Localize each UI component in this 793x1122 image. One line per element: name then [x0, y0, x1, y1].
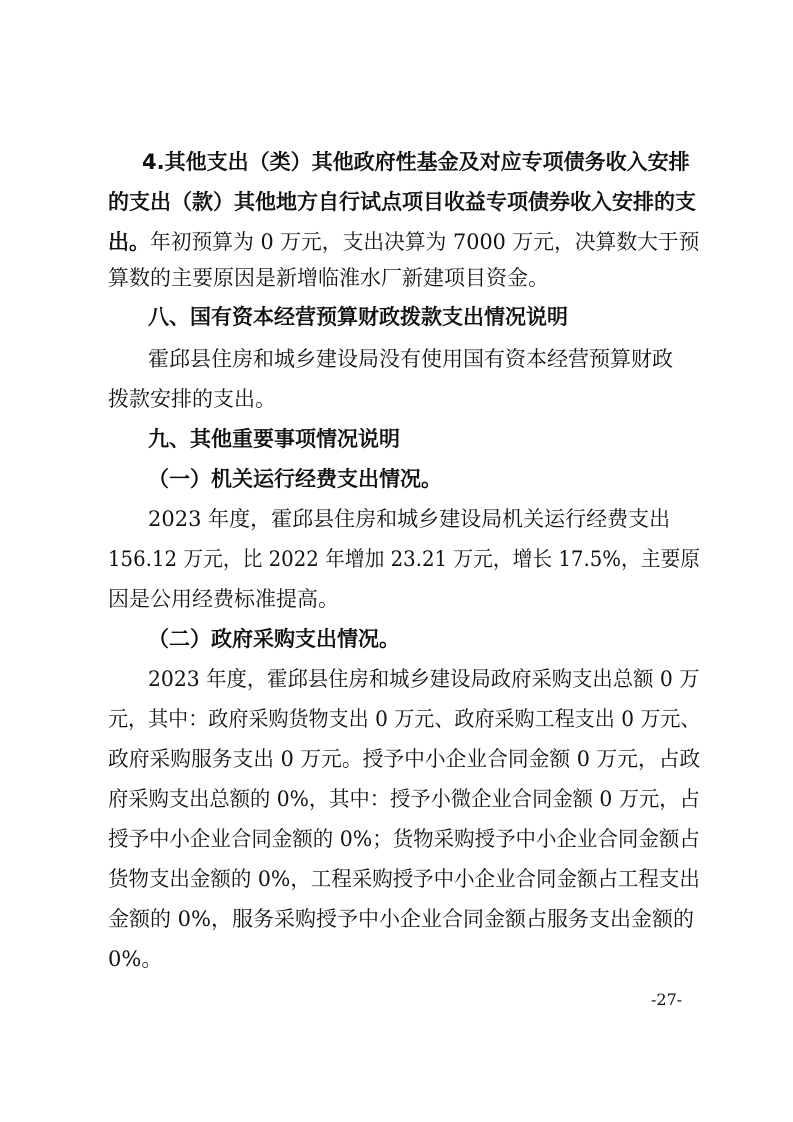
item4-bold-line-1: 4.其他支出（类）其他政府性基金及对应专项债务收入安排: [142, 150, 690, 174]
item4-bold-line-2: 的支出（款）其他地方自行试点项目收益专项债券收入安排的支: [108, 190, 696, 214]
subsection2-line-2: 元，其中：政府采购货物支出 0 万元、政府采购工程支出 0 万元、: [108, 707, 701, 731]
subsection2-line-7: 金额的 0%，服务采购授予中小企业合同金额占服务支出金额的: [108, 907, 694, 931]
page-number: -27-: [651, 990, 683, 1009]
section8-heading: 八、国有资本经营预算财政拨款支出情况说明: [148, 305, 568, 329]
item4-line-4: 算数的主要原因是新增临淮水厂新建项目资金。: [108, 266, 549, 290]
subsection2-line-5: 授予中小企业合同金额的 0%；货物采购授予中小企业合同金额占: [108, 827, 700, 851]
section8-line-2: 拨款安排的支出。: [108, 387, 276, 411]
subsection2-line-4: 府采购支出总额的 0%，其中：授予小微企业合同金额 0 万元，占: [108, 787, 700, 811]
item4-line-3: 年初预算为 0 万元，支出决算为 7000 万元，决算数大于预: [150, 230, 700, 254]
subsection2-line-3: 政府采购服务支出 0 万元。授予中小企业合同金额 0 万元，占政: [108, 747, 701, 771]
subsection2-line-8: 0%。: [108, 947, 163, 971]
subsection1-heading: （一）机关运行经费支出情况。: [148, 467, 442, 491]
subsection2-heading: （二）政府采购支出情况。: [148, 627, 400, 651]
subsection1-line-2: 156.12 万元，比 2022 年增加 23.21 万元，增长 17.5%，主要原: [108, 547, 701, 571]
subsection1-line-1: 2023 年度，霍邱县住房和城乡建设局机关运行经费支出: [148, 507, 671, 531]
item4-bold-line-3: 出。: [108, 230, 150, 254]
subsection2-line-1: 2023 年度，霍邱县住房和城乡建设局政府采购支出总额 0 万: [148, 667, 700, 691]
subsection1-line-3: 因是公用经费标准提高。: [108, 587, 339, 611]
subsection2-line-6: 货物支出金额的 0%，工程采购授予中小企业合同金额占工程支出: [108, 867, 700, 891]
section8-line-1: 霍邱县住房和城乡建设局没有使用国有资本经营预算财政: [148, 347, 673, 371]
section9-heading: 九、其他重要事项情况说明: [148, 427, 400, 451]
